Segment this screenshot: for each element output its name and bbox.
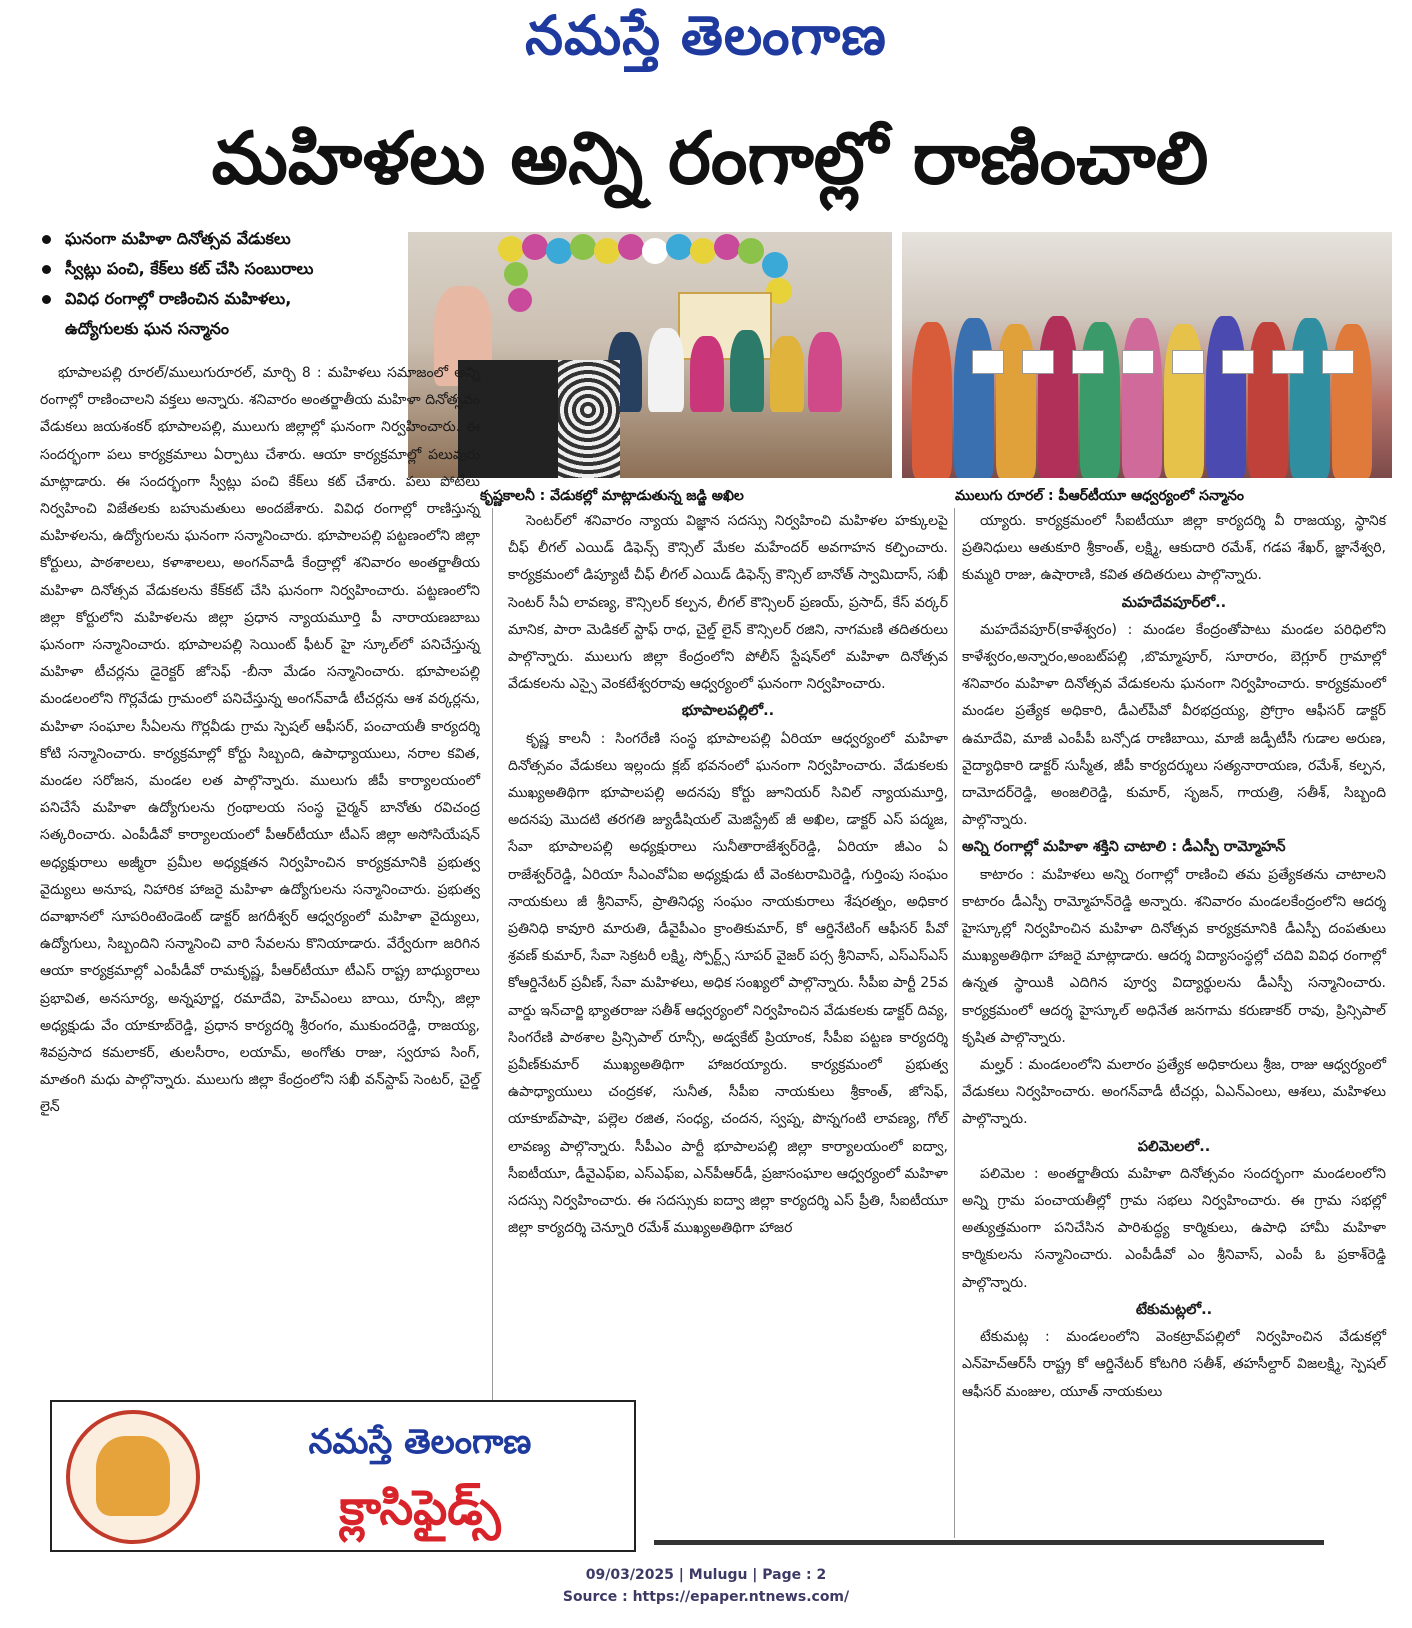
certificate	[1072, 350, 1104, 374]
highlight-text: ఉద్యోగులకు ఘన సన్మానం	[65, 319, 229, 338]
highlight-text: ఘనంగా మహిళా దినోత్సవ వేడుకలు	[65, 229, 291, 248]
classifieds-seal-logo	[66, 1410, 200, 1544]
bottom-rule	[654, 1540, 1324, 1545]
balloon-decoration	[546, 238, 572, 264]
certificate	[1022, 350, 1054, 374]
article-paragraph: భూపాలపల్లి రూరల్/ములుగురూరల్, మార్చి 8 : మహిళలు సమాజంలో అన్ని రంగాల్లో రాణించాలని వక్తలు అన్నారు. శనివారం అంతర్జాతీయ మహిళా దినోత్సవం వేడుకలు జయశంకర్ భూపాలపల్లి, ములుగు జిల్లాల్లో ఘనంగా నిర్వహించారు. ఈ సందర్భంగా పలు కార్యక్రమాలు ఏర్పాటు చేశారు. ఆయా కార్యక్రమాల్లో పలువురు మాట్లాడారు. ఈ సందర్భంగా స్వీట్లు పంచి కేక్‌లు కట్ చేశారు. పలు పోటీలు నిర్వహించి విజేతలకు బహుమతులు అందజేశారు. వివిధ రంగాల్లో రాణిస్తున్న మహిళలను, ఉద్యోగులను ఘనంగా సన్మానించారు. భూపాలపల్లి పట్టణంలోని జిల్లా కోర్టులు, పాఠశాలలు, కళాశాలలు, అంగన్‌వాడీ కేంద్రాల్లో శనివారం అంతర్జాతీయ మహిళా దినోత్సవ వేడుకలను కేక్‌కట్ చేసి ఘనంగా నిర్వహించారు. పట్టణంలోని జిల్లా కోర్టులోని మహిళలను జిల్లా ప్రధాన న్యాయమూర్తి పీ నారాయణబాబు ఘనంగా సన్మానించారు. భూపాలపల్లి సెయింట్ ఫీటర్ హై స్కూల్‌లో పనిచేస్తున్న మహిళా టీచర్లను డైరెక్టర్ జోసెఫ్ -బీనా మేడం సన్మానించారు. భూపాలపల్లి మండలంలోని గొర్లవేడు గ్రామంలో పనిచేస్తున్న అంగన్‌వాడీ టీచర్లను ఆశ వర్కర్లను, మహిళా సంఘాల సీఏలను గొర్లవీడు గ్రామ స్పెషల్ ఆఫీసర్, పంచాయతీ కార్యదర్శి కోటి సన్మానించారు. కార్యక్రమాల్లో కోర్టు సిబ్బంది, ఉపాధ్యాయులు, నరాల కవిత, మండల సరోజన, మండల లత పాల్గొన్నారు. ములుగు జీపీ కార్యాలయంలో పనిచేసే మహిళా ఉద్యోగులను గ్రంథాలయ సంస్థ చైర్మన్ బానోతు రవిచంద్ర సత్కరించారు. ఎంపీడీవో కార్యాలయంలో పీఆర్‌టీయూ టీఎస్ జిల్లా అసోసియేషన్ అధ్యక్షురాలు అజ్మీరా ప్రమీల అధ్యక్షతన నిర్వహించిన కార్యక్రమానికి ప్రభుత్వ వైద్యులు అనూష, నిహారిక హాజరై మహిళా ఉద్యోగులను సన్మానించారు. ప్రభుత్వ దవాఖానలో సూపరింటెండెంట్ డాక్టర్ జగదీశ్వర్ ఆధ్వర్యంలో మహిళా వైద్యులు, ఉద్యోగులు, సిబ్బందిని సన్మానించి వారి సేవలను కొనియాడారు. వేర్వేరుగా జరిగిన ఆయా కార్యక్రమాల్లో ఎంపీడీవో రామకృష్ణ, పీఆర్‌టీయూ టీఎస్ రాష్ట్ర బాధ్యురాలు ప్రభావిత, అనసూర్య, అన్నపూర్ణ, రమాదేవి, హెచ్‌ఎంలు బాయి, రూన్సీ, జిల్లా అధ్యక్షుడు వేం యాకూబ్‌రెడ్డి, ప్రధాన కార్యదర్శి శ్రీరంగం, ముకుందరెడ్డి, రాజయ్య, శివప్రసాద కమలాకర్, తులసీరాం, లయామ్, అంగోతు రాజు, స్వరూప సింగ్, మాతంగి మధు పాల్గొన్నారు. ములుగు జిల్లా కేంద్రంలోని సఖీ వన్‌స్టాప్ సెంటర్, చైల్డ్ లైన్	[40, 365, 480, 1116]
balloon-decoration	[666, 234, 692, 260]
guest-figure	[730, 330, 764, 412]
balloon-decoration	[504, 262, 528, 286]
bullet-icon	[42, 265, 51, 274]
headline: మహిళలు అన్ని రంగాల్లో రాణించాలి	[211, 116, 1209, 200]
classifieds-advertisement[interactable]	[50, 1400, 636, 1552]
group-figure	[1164, 324, 1204, 478]
certificate	[1172, 350, 1204, 374]
balloon-decoration	[618, 234, 644, 260]
section-subheading: భూపాలపల్లిలో..	[681, 703, 775, 720]
balloon-decoration	[738, 238, 764, 264]
ad-brand-name: నమస్తే తెలంగాణ	[308, 1422, 532, 1462]
certificate	[1272, 350, 1304, 374]
group-figure	[1332, 324, 1372, 478]
column-divider	[492, 508, 493, 1538]
group-figure	[1122, 318, 1162, 478]
bullet-icon	[42, 235, 51, 244]
section-subheading: టేకుమట్లలో..	[1135, 1301, 1213, 1318]
balloon-decoration	[594, 238, 620, 264]
balloon-decoration	[690, 238, 716, 264]
group-figure	[1080, 322, 1120, 478]
article-paragraph: మల్హర్ : మండలంలోని మలారం ప్రత్యేక అధికారులు శ్రీజ, రాజు ఆధ్వర్యంలో వేడుకలు నిర్వహించారు. అంగన్‌వాడీ టీచర్లు, ఏఎన్‌ఎంలు, ఆశలు, మహిళలు పాల్గొన్నారు.	[962, 1057, 1386, 1128]
article-column-3	[962, 508, 1386, 1544]
highlight-item-continued	[40, 314, 400, 344]
group-figure	[1206, 316, 1246, 478]
certificates-row	[962, 350, 1362, 390]
balloon-decoration	[762, 252, 788, 278]
article-paragraph: కృష్ణ కాలనీ : సింగరేణి సంస్థ భూపాలపల్లి ఏరియా ఆధ్వర్యంలో మహిళా దినోత్సవం వేడుకలు ఇల్లందు క్లబ్ భవనంలో ఘనంగా నిర్వహించారు. వేడుకలకు ముఖ్యఅతిథిగా భూపాలపల్లి అదనపు కోర్టు జూనియర్ సివిల్ న్యాయమూర్తి, అదనపు మొదటి తరగతి జ్యుడీషియల్ మెజిస్ట్రేట్ జీ అఖిల, డాక్టర్ ఎస్ పద్మజ, సేవా భూపాలపల్లి అధ్యక్షురాలు సునీతారాజేశ్వర్‌రెడ్డి, ఏరియా జీఎం ఏ రాజేశ్వర్‌రెడ్డి, ఏరియా సీఎంవోఏఐ అధ్యక్షుడు టీ వెంకటరామిరెడ్డి, గుర్తింపు సంఘం నాయకులు జీ శ్రీనివాస్, ప్రాతినిధ్య సంఘం నాయకురాలు శేషరత్నం, అధికార ప్రతినిధి కావూరి మారుతి, డీవైపీఎం క్రాంతికుమార్, కో ఆర్డినేటింగ్ ఆఫీసర్ పీవో శ్రవణ్ కుమార్, సేవా సెక్రటరీ లక్ష్మి, స్పోర్ట్స్ సూపర్ వైజర్ పర్స శ్రీనివాస్, ఎస్‌ఎస్‌ఎస్ కోఆర్డినేటర్ ప్రవీణ్, సేవా మహిళలు, అధిక సంఖ్యలో పాల్గొన్నారు. సీపీఐ పార్టీ 25వ వార్డు ఇన్‌చార్జి భ్యాతరాజు సతీశ్ ఆధ్వర్యంలో నిర్వహించిన వేడుకలకు డాక్టర్ దివ్య, సింగరేణి పాఠశాల ప్రిన్సిపాల్ రూన్సీ, అడ్వకేట్ ప్రియాంక, సీపీఐ పట్టణ కార్యదర్శి ప్రవీణ్‌కుమార్ ముఖ్యఅతిథిగా హాజరయ్యారు. కార్యక్రమంలో ప్రభుత్వ ఉపాధ్యాయులు చంద్రకళ, సునీత, సీపీఐ నాయకులు శ్రీకాంత్, జోసెఫ్, యాకూబ్‌పాషా, పల్లెల రజిత, సంధ్య, చందన, స్వప్న, పొన్నగంటి లావణ్య, గోల్ లావణ్య పాల్గొన్నారు. సీపీఎం పార్టీ భూపాలపల్లి జిల్లా కార్యాలయంలో ఐద్వా, సీఐటీయూ, డీవైఎఫ్‌ఐ, ఎస్‌ఎఫ్‌ఐ, ఎన్‌పీఆర్‌డీ, ప్రజాసంఘాల ఆధ్వర్యంలో మహిళా సదస్సు నిర్వహించారు. ఈ సదస్సుకు ఐద్వా జిల్లా కార్యదర్శి ఎస్ ప్రీతి, సీఐటీయూ జిల్లా కార్యదర్శి చెన్నూరి రమేశ్ ముఖ్యఅతిథిగా హాజర	[508, 730, 948, 1237]
article-column-1	[40, 360, 480, 1400]
section-subheading: అన్ని రంగాల్లో మహిళా శక్తిని చాటాలి : డీఎస్పీ రామ్మోహన్	[962, 839, 1286, 856]
guest-figure	[648, 328, 684, 412]
bullet-icon	[42, 295, 51, 304]
group-figure	[1038, 316, 1078, 478]
balloon-decoration	[522, 234, 548, 260]
article-paragraph: య్యారు. కార్యక్రమంలో సీఐటీయూ జిల్లా కార్యదర్శి వీ రాజయ్య, స్థానిక ప్రతినిధులు ఆతుకూరి శ్రీకాంత్, లక్ష్మి, ఆకుదారి రమేశ్, గడప శేఖర్, జ్ఞానేశ్వరి, కుమ్మరి రాజు, ఉషారాణి, కవిత తదితరులు పాల్గొన్నారు.	[962, 513, 1386, 584]
highlight-text: వివిధ రంగాల్లో రాణించిన మహిళలు,	[65, 289, 292, 308]
masthead-logo: నమస్తే తెలంగాణ	[525, 4, 887, 67]
goddess-figure-icon	[96, 1436, 170, 1516]
podium-cloth	[558, 360, 620, 478]
guest-figure	[690, 336, 724, 412]
footer-source[interactable]: Source : https://epaper.ntnews.com/	[562, 1589, 850, 1605]
guest-figure	[770, 336, 804, 412]
certificate	[1322, 350, 1354, 374]
article-paragraph: కాటారం : మహిళలు అన్ని రంగాల్లో రాణించి తమ ప్రత్యేకతను చాటాలని కాటారం డీఎస్పీ రామ్మోహన్‌రెడ్డి అన్నారు. శనివారం మండలకేంద్రంలోని ఆదర్శ హైస్కూల్లో నిర్వహించిన మహిళా దినోత్సవ కార్యక్రమానికి డీఎస్పీ దంపతులు ముఖ్యఅతిథిగా హాజరై మాట్లాడారు. ఆదర్శ విద్యాసంస్థల్లో చదివి వివిధ రంగాల్లో ఉన్నత స్థాయికి ఎదిగిన పూర్వ విద్యార్థులను డీఎస్పీ సన్మానించారు. కార్యక్రమంలో ఆదర్శ హైస్కూల్ అధినేత జనగామ కరుణాకర్ రావు, ప్రిన్సిపాల్ కృషిత పాల్గొన్నారు.	[962, 866, 1386, 1046]
balloon-decoration	[498, 236, 524, 262]
article-column-2	[508, 508, 948, 1544]
group-figure	[912, 322, 952, 478]
highlights-list	[40, 224, 400, 344]
photo-felicitation-group	[902, 232, 1392, 478]
group-figure	[996, 324, 1036, 478]
page-footer	[0, 1564, 1412, 1608]
certificate	[972, 350, 1004, 374]
highlight-item	[40, 284, 400, 314]
photo-caption: ములుగు రూరల్ : పీఆర్‌టీయూ ఆధ్వర్యంలో సన్మానం	[955, 488, 1245, 504]
guest-figure	[808, 332, 842, 412]
footer-date-edition: 09/03/2025 | Mulugu | Page : 2	[585, 1567, 827, 1583]
section-subheading: మహదేవపూర్‌లో..	[1121, 594, 1227, 611]
balloon-decoration	[570, 234, 596, 260]
group-figure	[954, 318, 994, 478]
balloon-decoration	[508, 288, 532, 312]
balloon-decoration	[714, 234, 740, 260]
section-subheading: పలిమెలలో..	[1137, 1138, 1211, 1155]
balloon-decoration	[642, 238, 668, 264]
highlight-item	[40, 224, 400, 254]
group-figure	[1248, 322, 1288, 478]
highlight-text: స్వీట్లు పంచి, కేక్‌లు కట్ చేసి సంబురాలు	[65, 259, 314, 278]
certificate	[1222, 350, 1254, 374]
group-figure	[1290, 318, 1330, 478]
ad-classifieds-word: క్లాసిఫైడ్స్	[339, 1480, 501, 1536]
article-paragraph: సెంటర్‌లో శనివారం న్యాయ విజ్ఞాన సదస్సు నిర్వహించి మహిళల హక్కులపై చీఫ్ లీగల్ ఎయిడ్ డిఫెన్స్ కౌన్సిల్ మేకల మహేందర్ అవగాహన కల్పించారు. కార్యక్రమంలో డిప్యూటీ చీఫ్ లీగల్ ఎయిడ్ డిఫెన్స్ కౌన్సిల్ బానోత్ స్వామిదాస్, సఖీ సెంటర్ సీఏ లావణ్య, కౌన్సిలర్ కల్పన, లీగల్ కౌన్సిలర్ ప్రణయ్, ప్రసాద్, కేస్ వర్కర్ మానిక, పారా మెడికల్ స్టాఫ్ రాధ, చైల్డ్ లైన్ కౌన్సిలర్ రజిని, నాగమణి తదితరులు పాల్గొన్నారు. ములుగు జిల్లా కేంద్రంలోని పోలీస్ స్టేషన్‌లో మహిళా దినోత్సవ వేడుకలను ఎస్సై వెంకటేశ్వరరావు ఆధ్వర్యంలో ఘనంగా నిర్వహించారు.	[508, 513, 948, 693]
photo-judge-speaking	[408, 232, 892, 478]
article-paragraph: టేకుమట్ల : మండలంలోని వెంకట్రావ్‌పల్లిలో నిర్వహించిన వేడుకల్లో ఎన్‌హెచ్‌ఆర్‌సీ రాష్ట్ర కో ఆర్డినేటర్ కోటగిరి సతీశ్, తహసీల్దార్ విజలక్ష్మి, స్పెషల్ ఆఫీసర్ మంజుల, యూత్ నాయకులు	[962, 1329, 1386, 1400]
highlight-item	[40, 254, 400, 284]
photo-caption: కృష్ణకాలనీ : వేడుకల్లో మాట్లాడుతున్న జడ్జి అఖిల	[480, 488, 744, 504]
article-paragraph: పలిమెల : అంతర్జాతీయ మహిళా దినోత్సవం సందర్భంగా మండలంలోని అన్ని గ్రామ పంచాయతీల్లో గ్రామ సభలు నిర్వహించారు. ఈ గ్రామ సభల్లో అత్యుత్తమంగా పనిచేసిన పారిశుద్ధ్య కార్మికులు, ఉపాధి హామీ మహిళా కార్మికులను సన్మానించారు. ఎంపీడీవో ఎం శ్రీనివాస్, ఎంపీ ఓ ప్రకాశ్‌రెడ్డి పాల్గొన్నారు.	[962, 1165, 1386, 1291]
article-paragraph: మహదేవపూర్(కాళేశ్వరం) : మండల కేంద్రంతోపాటు మండల పరిధిలోని కాళేశ్వరం,అన్నారం,అంబట్‌పల్లి ,బొమ్మాపూర్, సూరారం, బెగ్లూర్ గ్రామాల్లో శనివారం మహిళా దినోత్సవ వేడుకలను ఘనంగా నిర్వహించారు. కార్యక్రమంలో మండల ప్రత్యేక అధికారి, డీఎల్‌పీవో వీరభద్రయ్య, ప్రోగ్రాం ఆఫీసర్ డాక్టర్ ఉమాదేవి, మాజీ ఎంపీపీ బన్సోడ రాణిబాయి, మాజీ జడ్పీటీసీ గుడాల అరుణ, వైద్యాధికారి డాక్టర్ సుస్మీత, జీపీ కార్యదర్శులు సత్యనారాయణ, రమేశ్, కల్పన, దామోదర్‌రెడ్డి, అంజలిరెడ్డి, కుమార్, సృజన్, గాయత్రి, సతీశ్, సిబ్బంది పాల్గొన్నారు.	[962, 621, 1386, 829]
column-divider	[954, 508, 955, 1538]
certificate	[1122, 350, 1154, 374]
